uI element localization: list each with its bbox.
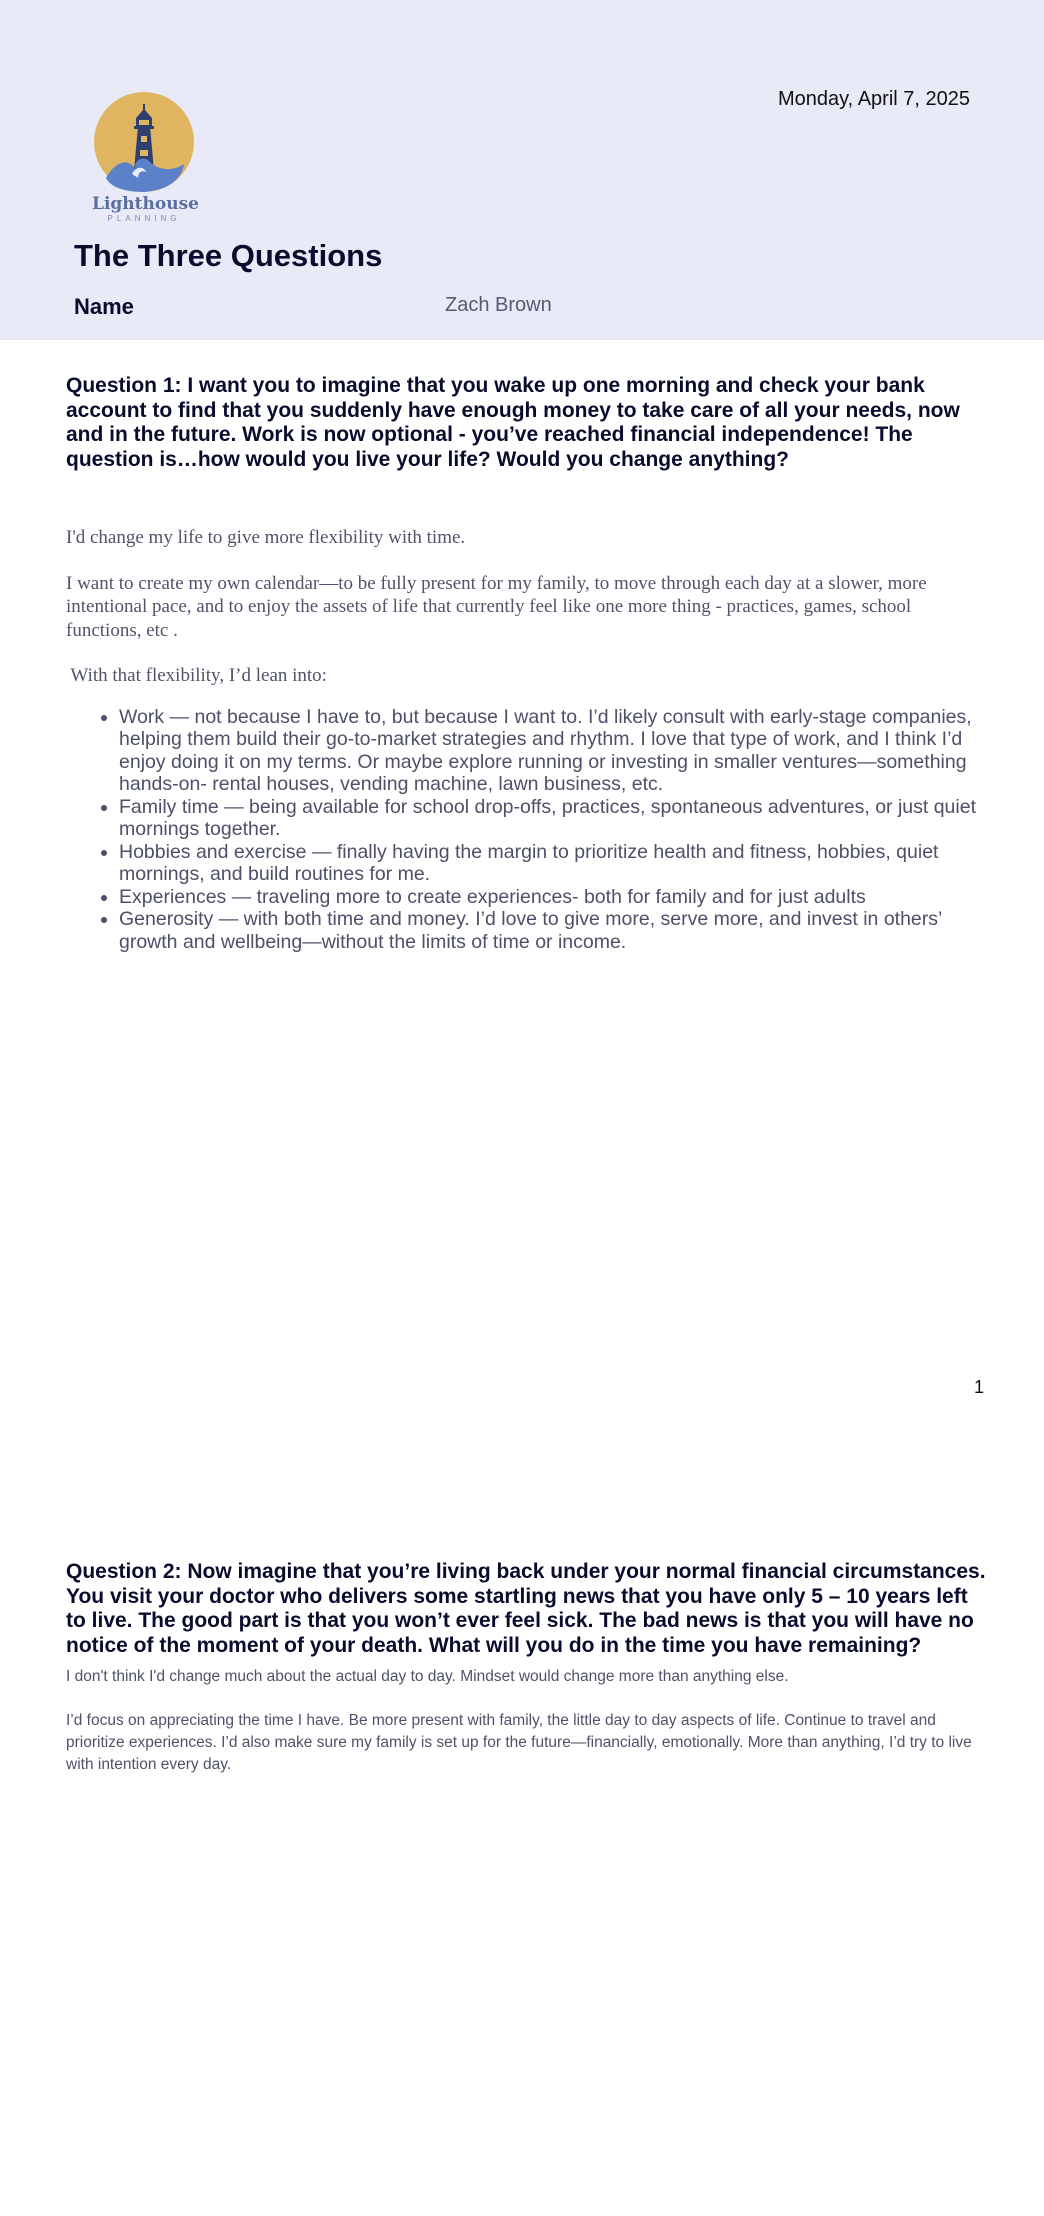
list-item: • Work — not because I have to, but because I want to. I’d likely consult with early-stage companies, helping them build their go-to-market strategies and rhythm. I love that type of work, and I think I’d enjoy doing it on my terms. Or maybe explore running or investing in smaller ventures—something hands-on- rental houses, vending machine, lawn business, etc. bbox=[119, 706, 986, 796]
answer-paragraph: I'd change my life to give more flexibility with time. bbox=[66, 527, 466, 548]
list-item: • Generosity — with both time and money. I’d love to give more, serve more, and invest in others’ growth and wellbeing—without the limits of time or income. bbox=[119, 908, 986, 953]
page-header bbox=[0, 0, 1044, 340]
answer-bullet-list bbox=[66, 706, 986, 954]
answer-paragraph: With that flexibility, I’d lean into: bbox=[66, 665, 327, 686]
logo-wordmark: Lighthouse bbox=[92, 194, 199, 214]
answer-paragraph: I’d focus on appreciating the time I have. Be more present with family, the little day to day aspects of life. Continue to travel and prioritize experiences. I’d also make sure my family is set up for the future—financially, emotionally. More than anything, I’d try to live with intention every day. bbox=[66, 1712, 972, 1773]
name-value: Zach Brown bbox=[445, 294, 552, 316]
question-1-answer bbox=[66, 526, 986, 953]
page-number: 1 bbox=[973, 1377, 984, 1397]
question-2-answer bbox=[66, 1666, 986, 1798]
question-2-prompt: Question 2: Now imagine that you’re living back under your normal financial circumstances. You visit your doctor who delivers some startling news that you have only 5 – 10 years left to live. The good part is that you won’t ever feel sick. The bad news is that you will have no notice of the moment of your death. What will you do in the time you have remaining? bbox=[66, 1560, 986, 1657]
list-item: • Hobbies and exercise — finally having the margin to prioritize health and fitness, hobbies, quiet mornings, and build routines for me. bbox=[119, 841, 986, 886]
lighthouse-icon bbox=[92, 90, 196, 194]
list-item: • Family time — being available for school drop-offs, practices, spontaneous adventures, or just quiet mornings together. bbox=[119, 796, 986, 841]
date-text: Monday, April 7, 2025 bbox=[778, 88, 970, 110]
lighthouse-logo bbox=[92, 90, 199, 226]
name-label: Name bbox=[74, 294, 134, 319]
logo-subtitle: PLANNING bbox=[107, 214, 181, 223]
page-title: The Three Questions bbox=[74, 238, 383, 273]
list-item: • Experiences — traveling more to create experiences- both for family and for just adults bbox=[119, 886, 986, 909]
answer-paragraph: I don't think I'd change much about the actual day to day. Mindset would change more than anything else. bbox=[66, 1668, 789, 1685]
question-1-prompt: Question 1: I want you to imagine that you wake up one morning and check your bank account to find that you suddenly have enough money to take care of all your needs, now and in the future. Work is now optional - you’ve reached financial independence! The question is…how would you live your life? Would you change anything? bbox=[66, 374, 960, 471]
answer-paragraph: I want to create my own calendar—to be fully present for my family, to move through each day at a slower, more intentional pace, and to enjoy the assets of life that currently feel like one more thing - practices, games, school functions, etc . bbox=[66, 572, 927, 641]
